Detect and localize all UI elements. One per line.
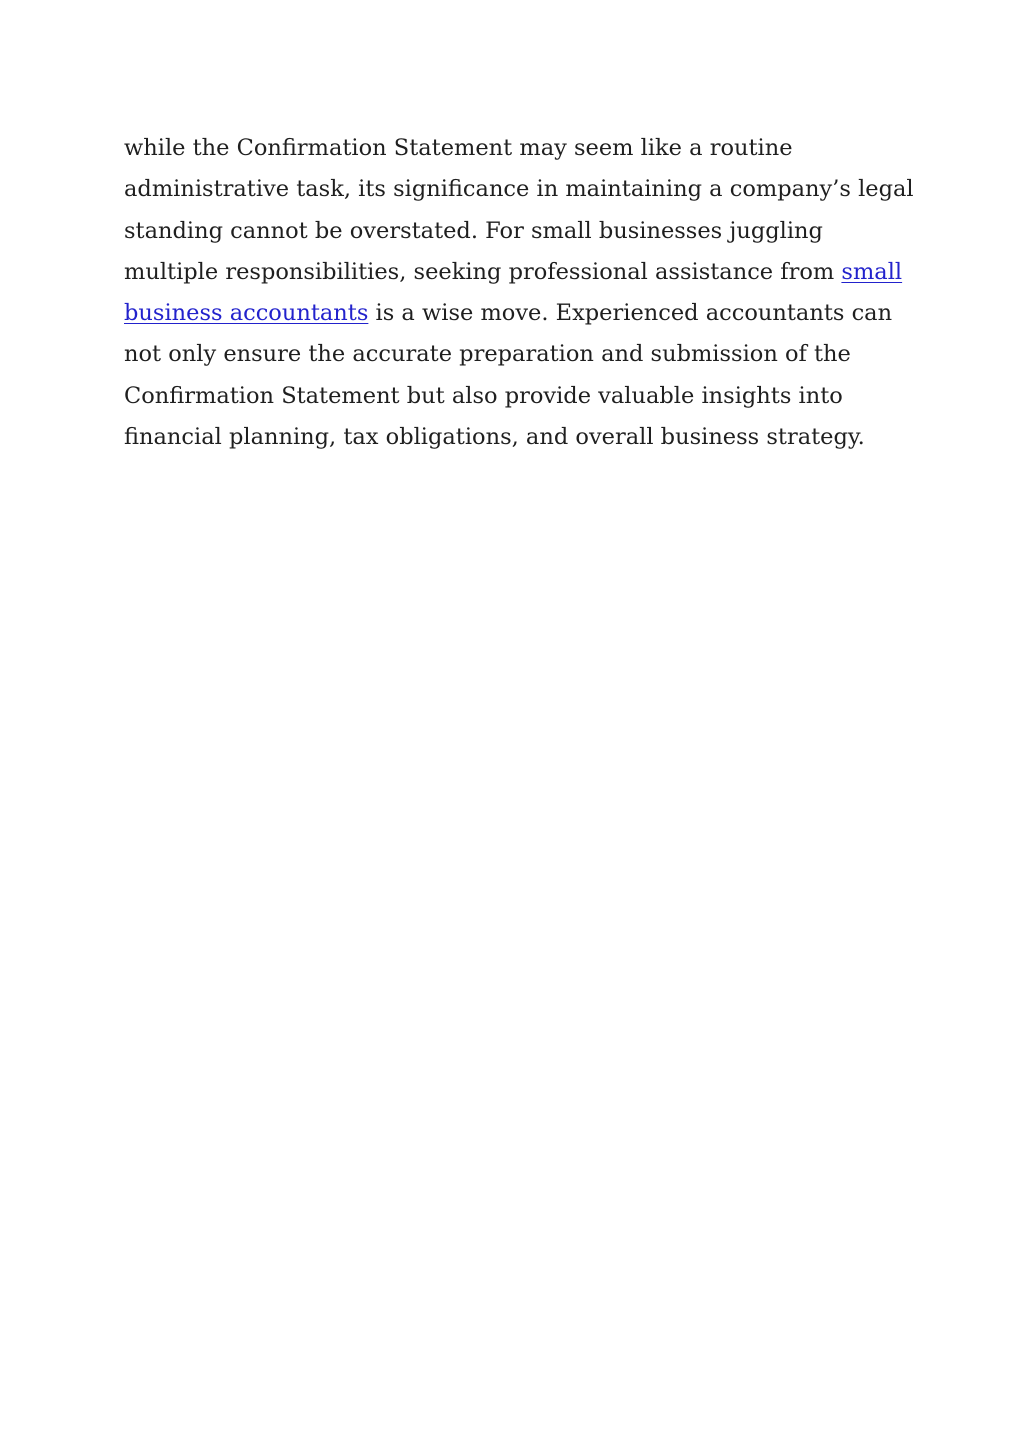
body-paragraph [124, 128, 914, 458]
paragraph-line-4-text: multiple responsibilities, seeking professional assistance from [124, 258, 842, 285]
paragraph-line-1: while the Confirmation Statement may seem like a routine [124, 135, 793, 161]
paragraph-line-5 [124, 293, 914, 334]
paragraph-line-7: Confirmation Statement but also provide valuable insights into [124, 382, 843, 409]
small-business-accountants-link-part-1[interactable]: small [841, 258, 903, 285]
paragraph-line-5-text: is a wise move. Experienced accountants can [368, 300, 893, 327]
paragraph-line-4 [124, 252, 914, 293]
paragraph-line-8: financial planning, tax obligations, and overall business strategy. [124, 424, 865, 451]
small-business-accountants-link-part-2[interactable]: business accountants [124, 300, 369, 327]
paragraph-line-2: administrative task, its significance in maintaining a company’s legal [124, 176, 914, 203]
paragraph-line-3: standing cannot be overstated. For small businesses juggling [124, 217, 823, 244]
paragraph-line-6: not only ensure the accurate preparation and submission of the [124, 341, 851, 368]
